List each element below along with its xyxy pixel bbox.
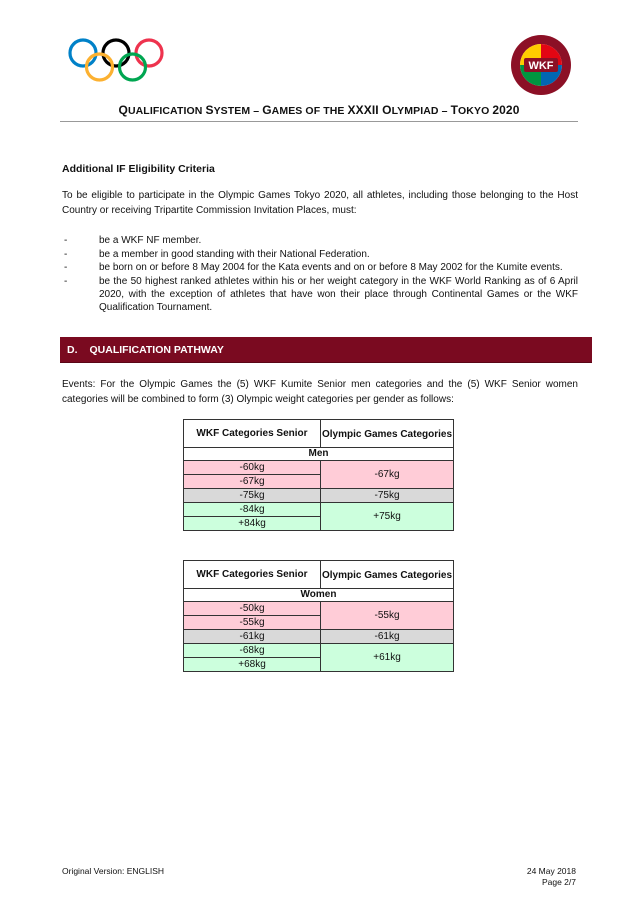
footer-meta <box>527 866 576 888</box>
olympic-rings-logo <box>66 36 166 84</box>
eligibility-heading: Additional IF Eligibility Criteria <box>62 163 215 175</box>
table-cell: +84kg <box>184 517 321 531</box>
list-item: - be the 50 highest ranked athletes within his or her weight category in the WKF World Ranking as of 6 April 2020, with the exception of athletes that have won their place through Continental Games or the WKF Qualification Tournament. <box>64 275 578 313</box>
table-cell: -50kg <box>184 602 321 616</box>
column-header-olympic: Olympic Games Categories <box>321 420 454 448</box>
olympic-category-cell: +61kg <box>321 644 454 672</box>
table-cell: -84kg <box>184 503 321 517</box>
svg-text:WKF: WKF <box>528 60 554 72</box>
women-categories-table <box>183 560 454 672</box>
wkf-logo <box>510 34 572 96</box>
table-cell: -68kg <box>184 644 321 658</box>
column-header-wkf: WKF Categories Senior <box>184 420 321 448</box>
footer-date: 24 May 2018 <box>526 866 576 876</box>
olympic-category-cell: -61kg <box>321 630 454 644</box>
section-title: QUALIFICATION PATHWAY <box>89 343 224 356</box>
olympic-category-cell: -75kg <box>321 489 454 503</box>
eligibility-list <box>62 234 578 314</box>
header-divider <box>60 121 578 122</box>
men-categories-table <box>183 419 454 531</box>
olympic-category-cell: -55kg <box>321 602 454 630</box>
gender-label-women: Women <box>184 589 454 602</box>
section-letter: D. <box>67 343 78 356</box>
table-cell: -67kg <box>184 475 321 489</box>
olympic-category-cell: -67kg <box>321 461 454 489</box>
footer-page-number: Page 2/7 <box>541 877 576 887</box>
table-cell: -55kg <box>184 616 321 630</box>
gender-label-men: Men <box>184 448 454 461</box>
list-item: - be a WKF NF member. <box>64 235 202 246</box>
list-item: - be born on or before 8 May 2004 for the Kata events and on or before 8 May 2002 for the Kumite events. <box>64 262 563 273</box>
footer-version: Original Version: ENGLISH <box>62 866 165 876</box>
column-header-olympic: Olympic Games Categories <box>321 561 454 589</box>
document-header-title: QUALIFICATION SYSTEM – GAMES OF THE XXXII OLYMPIAD – TOKYO 2020 <box>118 103 520 117</box>
section-d-banner <box>60 337 592 363</box>
table-cell: -75kg <box>184 489 321 503</box>
olympic-category-cell: +75kg <box>321 503 454 531</box>
table-cell: +68kg <box>184 658 321 672</box>
table-cell: -60kg <box>184 461 321 475</box>
table-cell: -61kg <box>184 630 321 644</box>
column-header-wkf: WKF Categories Senior <box>184 561 321 589</box>
eligibility-intro: To be eligible to participate in the Olympic Games Tokyo 2020, all athletes, including those belonging to the Host Country or receiving Tripartite Commission Invitation Places, must: <box>62 190 578 216</box>
events-paragraph: Events: For the Olympic Games the (5) WKF Kumite Senior men categories and the (5) WKF Senior women categories will be combined to form (3) Olympic weight categories per gender as follows: <box>62 379 578 405</box>
list-item: - be a member in good standing with their National Federation. <box>64 248 370 260</box>
